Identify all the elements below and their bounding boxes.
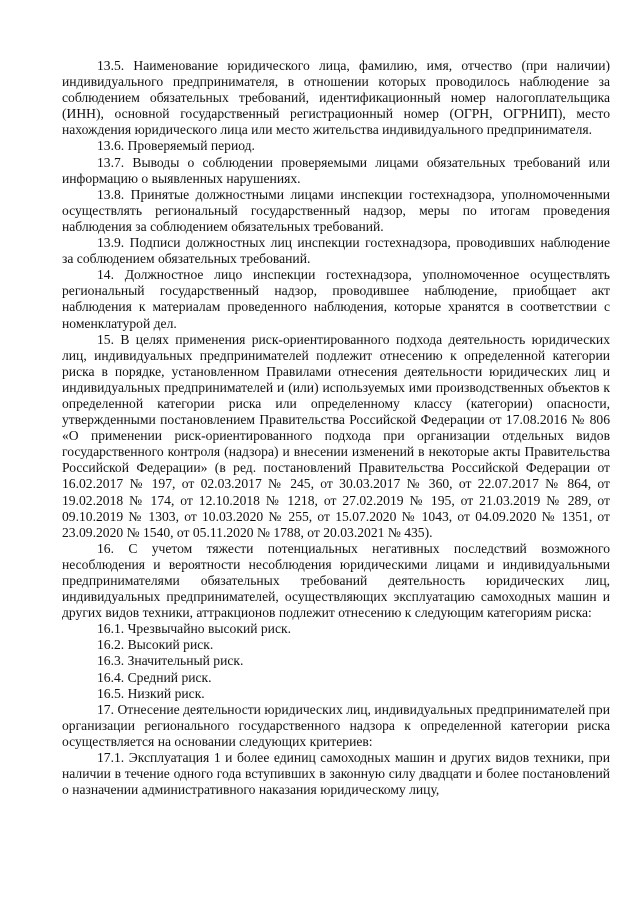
paragraph-16-1: 16.1. Чрезвычайно высокий риск. xyxy=(97,621,291,637)
paragraph-13-6: 13.6. Проверяемый период. xyxy=(97,138,255,154)
paragraph-16-2: 16.2. Высокий риск. xyxy=(97,637,214,653)
paragraph-14: 14. Должностное лицо инспекции гостехнадзора, уполномоченное осуществлять региональный государственный надзор, проводившее наблюдение, приобщает акт наблюдения к материалам проведенного наблюдения, которые хранятся в соответствии с номенклатурой дел. xyxy=(62,267,610,331)
paragraph-16: 16. С учетом тяжести потенциальных негативных последствий возможного несоблюдения и вероятности несоблюдения юридическими лицами и индивидуальными предпринимателями обязательных требований деятельность юридических лиц, индивидуальных предпринимателей, осуществляющих эксплуатацию самоходных машин и других видов техники, аттракционов подлежит отнесению к следующим категориям риска: xyxy=(62,540,610,621)
paragraph-15: 15. В целях применения риск-ориентированного подхода деятельность юридических лиц, индивидуальных предпринимателей подлежит отнесению к определенной категории риска в порядке, установленном Правилами отнесения деятельности юридических лиц и индивидуальных предпринимателей и (или) используемых ими производственных объектов к определенной категории риска или определенному классу (категории) опасности, утвержденными постановлением Правительства Российской Федерации от 17.08.2016 № 806 «О применении риск-ориентированного подхода при организации отдельных видов государственного контроля (надзора) и внесении изменений в некоторые акты Правительства Российской Федерации» (в ред. постановлений Правительства Российской Федерации от 16.02.2017 № 197, от 02.03.2017 № 245, от 30.03.2017 № 360, от 22.07.2017 № 864, от 19.02.2018 № 174, от 12.10.2018 № 1218, от 27.02.2019 № 195, от 21.03.2019 № 289, от 09.10.2019 № 1303, от 10.03.2020 № 255, от 15.07.2020 № 1043, от 04.09.2020 № 1351, от 23.09.2020 № 1540, от 05.11.2020 № 1788, от 20.03.2021 № 435). xyxy=(62,331,610,540)
paragraph-13-8: 13.8. Принятые должностными лицами инспекции гостехнадзора, уполномоченными осуществлять региональный государственный надзор, меры по итогам проведения наблюдения за соблюдением обязательных требований. xyxy=(62,186,610,234)
paragraph-17: 17. Отнесение деятельности юридических лиц, индивидуальных предпринимателей при организации регионального государственного надзора к определенной категории риска осуществляется на основании следующих критериев: xyxy=(62,701,610,749)
paragraph-16-3: 16.3. Значительный риск. xyxy=(97,653,244,669)
paragraph-13-9: 13.9. Подписи должностных лиц инспекции гостехнадзора, проводивших наблюдение за соблюдением обязательных требований. xyxy=(62,235,610,267)
document-page xyxy=(62,58,610,798)
paragraph-13-5: 13.5. Наименование юридического лица, фамилию, имя, отчество (при наличии) индивидуального предпринимателя, в отношении которых проводилось наблюдение за соблюдением обязательных требований, идентификационный номер налогоплательщика (ИНН), основной государственный регистрационный номер (ОГРН, ОГРНИП), место нахождения юридического лица или место жительства индивидуального предпринимателя. xyxy=(62,58,610,138)
paragraph-17-1: 17.1. Эксплуатация 1 и более единиц самоходных машин и других видов техники, при наличии в течение одного года вступивших в законную силу двадцати и более постановлений о назначении административного наказания юридическому лицу, xyxy=(62,750,610,798)
paragraph-16-4: 16.4. Средний риск. xyxy=(97,669,212,685)
paragraph-13-7: 13.7. Выводы о соблюдении проверяемыми лицами обязательных требований или информацию о выявленных нарушениях. xyxy=(62,154,610,186)
paragraph-16-5: 16.5. Низкий риск. xyxy=(97,685,205,701)
